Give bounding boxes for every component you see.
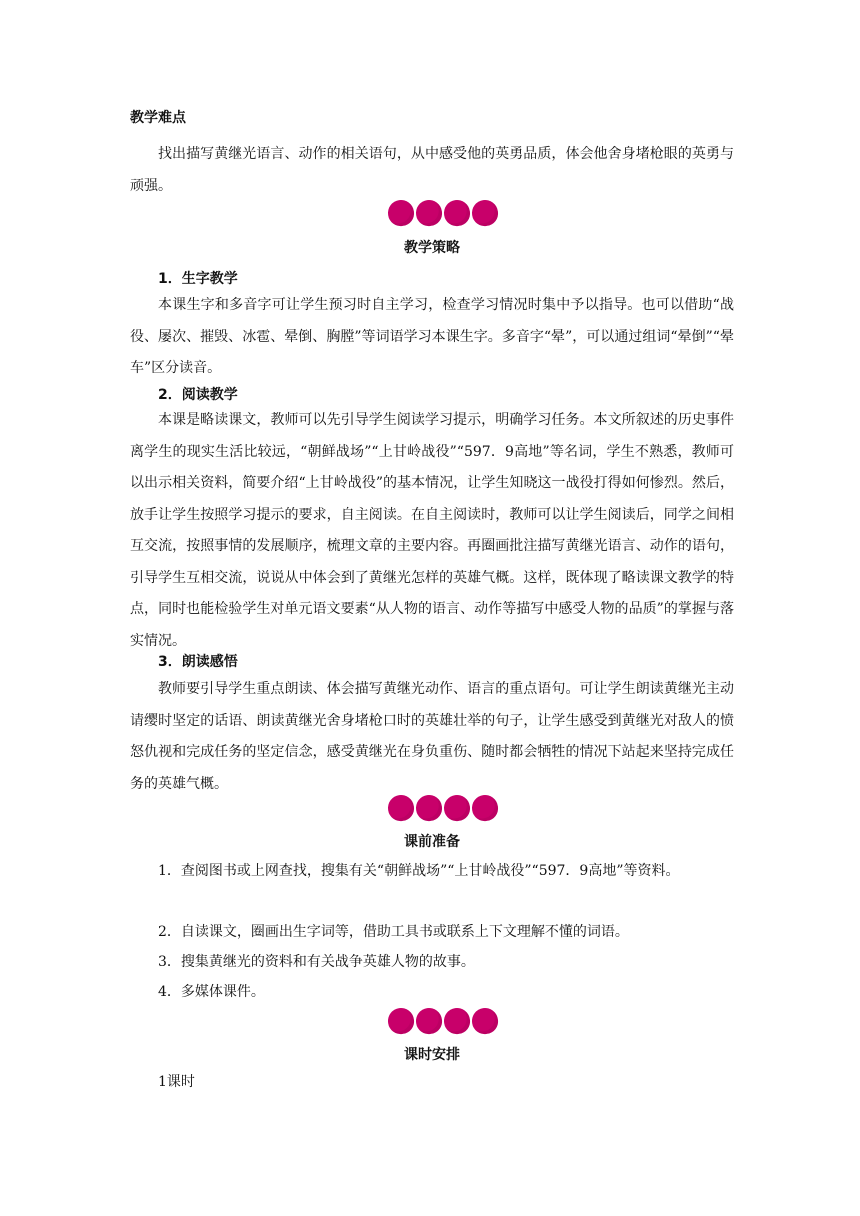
section-title-strategy: 教学策略 <box>404 240 460 256</box>
strategy-heading-1: 1．生字教学 <box>158 271 238 287</box>
ornament-icon <box>388 795 500 825</box>
ornament-icon <box>388 1008 500 1038</box>
section-title-schedule: 课时安排 <box>404 1047 460 1063</box>
strategy-text-1: 本课生字和多音字可让学生预习时自主学习，检查学习情况时集中予以指导。也可以借助“战役、屡次、摧毁、冰雹、晕倒、胸膛”等词语学习本课生字。多音字“晕”，可以通过组词“晕倒”“晕车”区分读音。 <box>130 297 734 376</box>
section-title-difficulty: 教学难点 <box>130 110 186 126</box>
strategy-heading-2: 2．阅读教学 <box>158 387 238 403</box>
section-title-preparation: 课前准备 <box>404 834 460 850</box>
strategy-text-3: 教师要引导学生重点朗读、体会描写黄继光动作、语言的重点语句。可让学生朗读黄继光主动请缨时坚定的话语、朗读黄继光舍身堵枪口时的英雄壮举的句子，让学生感受到黄继光对敌人的愤怒仇视和完成任务的坚定信念，感受黄继光在身负重伤、随时都会牺牲的情况下站起来坚持完成任务的英雄气概。 <box>130 681 734 792</box>
strategy-heading-3: 3．朗读感悟 <box>158 654 238 670</box>
preparation-item-1: 1．查阅图书或上网查找，搜集有关“朝鲜战场”“上甘岭战役”“597．9高地”等资料。 <box>158 863 680 879</box>
schedule-text: 1课时 <box>158 1074 195 1090</box>
strategy-text-2: 本课是略读课文，教师可以先引导学生阅读学习提示，明确学习任务。本文所叙述的历史事件离学生的现实生活比较远，“朝鲜战场”“上甘岭战役”“597．9高地”等名词，学生不熟悉，教师可以出示相关资料，简要介绍“上甘岭战役”的基本情况，让学生知晓这一战役打得如何惨烈。然后，放手让学生按照学习提示的要求，自主阅读。在自主阅读时，教师可以让学生阅读后，同学之间相互交流，按照事情的发展顺序，梳理文章的主要内容。再圈画批注描写黄继光语言、动作的语句，引导学生互相交流，说说从中体会到了黄继光怎样的英雄气概。这样，既体现了略读课文教学的特点，同时也能检验学生对单元语文要素“从人物的语言、动作等描写中感受人物的品质”的掌握与落实情况。 <box>130 412 734 649</box>
preparation-item-2: 2．自读课文，圈画出生字词等，借助工具书或联系上下文理解不懂的词语。 <box>158 924 629 940</box>
difficulty-text: 找出描写黄继光语言、动作的相关语句，从中感受他的英勇品质，体会他舍身堵枪眼的英勇与顽强。 <box>130 146 734 194</box>
preparation-item-4: 4．多媒体课件。 <box>158 984 265 1000</box>
preparation-item-3: 3．搜集黄继光的资料和有关战争英雄人物的故事。 <box>158 954 475 970</box>
ornament-icon <box>388 200 500 230</box>
